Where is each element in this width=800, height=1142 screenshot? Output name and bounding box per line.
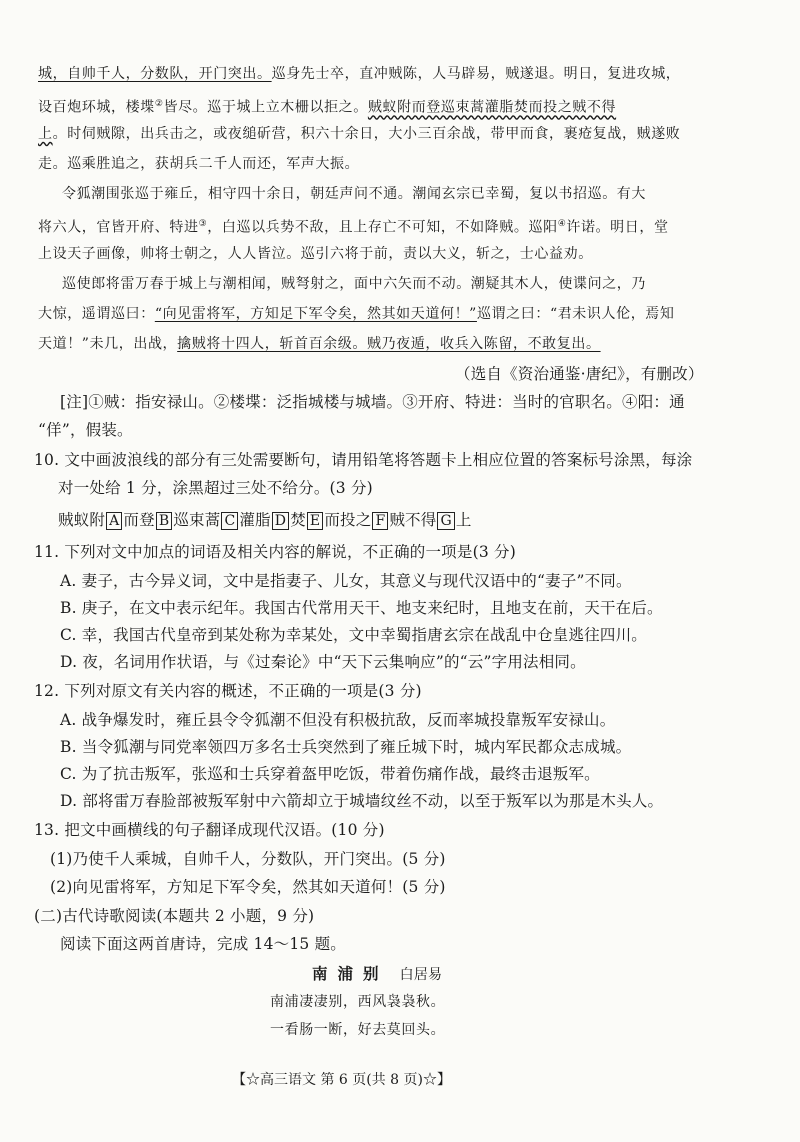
passage-line — [38, 334, 601, 354]
underlined-sentence: 城，自帅千人，分数队，开门突出。 — [38, 66, 272, 82]
segment-text: 上 — [455, 511, 472, 529]
question-13-stem: 13. 把文中画横线的句子翻译成现代汉语。(10 分) — [34, 821, 385, 839]
section-instruction: 阅读下面这两首唐诗，完成 14～15 题。 — [60, 935, 347, 953]
answer-box-e[interactable]: E — [307, 512, 323, 530]
wavy-underlined-text: 上 — [38, 126, 53, 142]
question-10-stem: 10. 文中画波浪线的部分有三处需要断句，请用铅笔将答题卡上相应位置的答案标号涂黑，每涂 — [34, 451, 693, 469]
section-heading: (二)古代诗歌阅读(本题共 2 小题，9 分) — [34, 907, 315, 925]
passage-line — [38, 214, 669, 238]
passage-line: 巡使郎将雷万春于城上与潮相闻，贼弩射之，面中六矢而不动。潮疑其木人，使谍问之，乃 — [62, 276, 646, 292]
question-11-option-a: A. 妻子，古今异义词，文中是指妻子、儿女，其意义与现代汉语中的“妻子”不同。 — [60, 572, 632, 590]
question-13-sentence-2: (2)向见雷将军，方知足下军令矣，然其如天道何！(5 分) — [50, 878, 446, 896]
passage-text: 天道！” — [38, 336, 90, 352]
passage-text: 大惊，遥谓巡曰： — [38, 306, 155, 322]
passage-text: 巡谓之曰： — [476, 306, 550, 322]
note-marker: ③ — [198, 219, 208, 229]
poem-line: 南浦凄凄别，西风袅袅秋。 — [270, 994, 446, 1010]
answer-box-a[interactable]: A — [106, 512, 122, 530]
underlined-sentence: 擒贼将十四人，斩首百余级。贼乃夜遁，收兵入陈留，不敢复出。 — [177, 336, 601, 352]
passage-line: 令狐潮围张巡于雍丘，相守四十余日，朝廷声问不通。潮闻玄宗已幸蜀，复以书招巡。有大 — [62, 186, 646, 202]
question-10-options — [58, 510, 472, 530]
page-footer: 【☆高三语文 第 6 页(共 8 页)☆】 — [232, 1072, 451, 1088]
answer-box-d[interactable]: D — [272, 512, 289, 530]
answer-box-c[interactable]: C — [221, 512, 238, 530]
note-marker: ② — [154, 99, 164, 109]
passage-text: 许诺。明日，堂 — [566, 219, 669, 236]
passage-line — [38, 64, 680, 84]
answer-box-b[interactable]: B — [156, 512, 173, 530]
question-11-option-d: D. 夜，名词用作状语，与《过秦论》中“天下云集响应”的“云”字用法相同。 — [60, 653, 586, 671]
answer-box-f[interactable]: F — [372, 512, 388, 530]
question-11-option-b: B. 庚子，在文中表示纪年。我国古代常用天干、地支来纪时，且地支在前，天干在后。 — [60, 599, 663, 617]
passage-text: 皆尽。巡于城上立木栅以拒之。 — [163, 99, 368, 116]
answer-box-g[interactable]: G — [437, 512, 454, 530]
segment-text: 巡束蒿 — [173, 511, 221, 529]
poem-line: 一看肠一断，好去莫回头。 — [270, 1022, 446, 1038]
question-12-option-c: C. 为了抗击叛军，张巡和士兵穿着盔甲吃饭，带着伤痛作战，最终击退叛军。 — [60, 765, 600, 783]
question-12-option-a: A. 战争爆发时，雍丘县令令狐潮不但没有积极抗敌，反而率城投靠叛军安禄山。 — [60, 711, 616, 729]
passage-line — [38, 304, 675, 324]
source-citation: （选自《资治通鉴·唐纪》，有删改） — [455, 365, 704, 383]
question-11-option-c: C. 幸，我国古代皇帝到某处称为幸某处，文中幸蜀指唐玄宗在战乱中仓皇逃往四川。 — [60, 626, 647, 644]
passage-text: “君未识人伦，焉知 — [549, 306, 675, 322]
segment-text: 焚 — [290, 511, 306, 529]
poem-author: 白居易 — [399, 967, 443, 983]
note-marker: ④ — [557, 219, 567, 229]
question-12-option-d: D. 部将雷万春脸部被叛军射中六箭却立于城墙纹丝不动，以至于叛军以为那是木头人。 — [60, 792, 664, 810]
passage-line — [38, 124, 680, 144]
question-13-sentence-1: (1)乃使千人乘城，自帅千人，分数队，开门突出。(5 分) — [50, 850, 446, 868]
poem-title: 南浦别 — [312, 964, 389, 983]
poem-heading — [312, 964, 442, 985]
passage-text: 设百炮环城，楼堞 — [38, 99, 155, 116]
passage-line — [38, 94, 616, 118]
question-11-stem: 11. 下列对文中加点的词语及相关内容的解说，不正确的一项是(3 分) — [34, 543, 516, 561]
segment-text: 贼不得 — [389, 511, 437, 529]
segment-text: 灌脂 — [239, 511, 271, 529]
question-12-stem: 12. 下列对原文有关内容的概述，不正确的一项是(3 分) — [34, 682, 422, 700]
segment-text: 而投之 — [324, 511, 372, 529]
underlined-sentence: “向见雷将军，方知足下军令矣，然其如天道何！” — [154, 306, 477, 322]
passage-text: 巡身先士卒，直冲贼陈，人马辟易，贼遂退。明日，复进攻城， — [271, 66, 681, 82]
segment-text: 贼蚁附 — [58, 511, 106, 529]
passage-text: 将六人，官皆开府、特进 — [38, 219, 199, 236]
passage-line: 走。巡乘胜追之，获胡兵二千人而还，军声大振。 — [38, 156, 360, 172]
wavy-underlined-text: 贼蚁附而登巡束蒿灌脂焚而投之贼不得 — [367, 99, 617, 116]
notes-line: “佯”，假装。 — [38, 421, 133, 439]
passage-line: 上设天子画像，帅将士朝之，人人皆泣。巡引六将于前，责以大义，斩之，士心益劝。 — [38, 246, 593, 262]
passage-text: ，白巡以兵势不敌，且上存亡不可知，不如降贼。巡阳 — [207, 219, 558, 236]
passage-text: 。时伺贼隙，出兵击之，或夜缒斫营，积六十余日，大小三百余战，带甲而食，裹疮复战，贼遂败 — [52, 126, 681, 142]
question-10-stem: 对一处给 1 分，涂黑超过三处不给分。(3 分) — [58, 479, 373, 497]
notes-line: [注]①贼：指安禄山。②楼堞：泛指城楼与城墙。③开府、特进：当时的官职名。④阳：通 — [60, 393, 685, 411]
segment-text: 而登 — [123, 511, 155, 529]
question-12-option-b: B. 当令狐潮与同党率领四万多名士兵突然到了雍丘城下时，城内军民都众志成城。 — [60, 738, 632, 756]
passage-text: 未几，出战， — [89, 336, 178, 352]
